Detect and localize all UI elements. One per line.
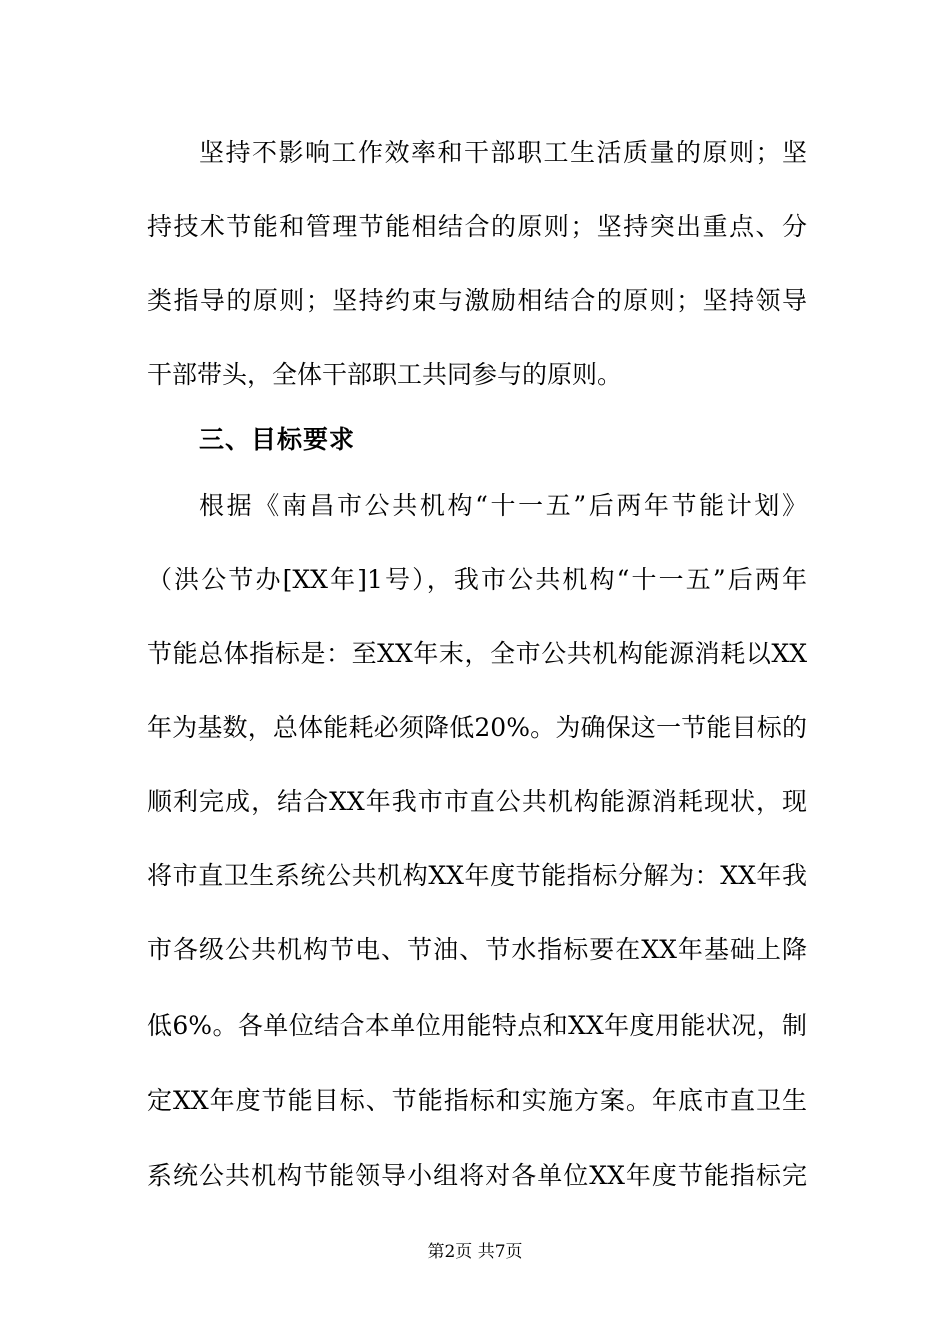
paragraph-line: 干部带头，全体干部职工共同参与的原则。: [147, 360, 623, 389]
page-number-footer: 第2页 共7页: [427, 1242, 523, 1262]
section-heading: 三、目标要求: [199, 425, 356, 454]
paragraph-line: 系统公共机构节能领导小组将对各单位XX年度节能指标完: [147, 1161, 807, 1190]
paragraph-line: （洪公节办[XX年]1号），我市公共机构“十一五”后两年: [147, 565, 807, 594]
paragraph-line: 定XX年度节能目标、节能指标和实施方案。年底市直卫生: [147, 1086, 807, 1115]
paragraph-line: 持技术节能和管理节能相结合的原则；坚持突出重点、分: [147, 212, 807, 241]
paragraph-line: 市各级公共机构节电、节油、节水指标要在XX年基础上降: [147, 935, 807, 964]
paragraph-line: 类指导的原则；坚持约束与激励相结合的原则；坚持领导: [147, 286, 807, 315]
paragraph-line: 坚持不影响工作效率和干部职工生活质量的原则；坚: [199, 138, 807, 167]
paragraph-line: 根据《南昌市公共机构“十一五”后两年节能计划》: [199, 491, 807, 520]
paragraph-line: 低6%。各单位结合本单位用能特点和XX年度用能状况，制: [147, 1011, 807, 1040]
paragraph-line: 顺利完成，结合XX年我市市直公共机构能源消耗现状，现: [147, 787, 807, 816]
paragraph-line: 年为基数，总体能耗必须降低20%。为确保这一节能目标的: [147, 713, 807, 742]
paragraph-line: 节能总体指标是：至XX年末，全市公共机构能源消耗以XX: [147, 639, 807, 668]
paragraph-line: 将市直卫生系统公共机构XX年度节能指标分解为：XX年我: [147, 861, 807, 890]
